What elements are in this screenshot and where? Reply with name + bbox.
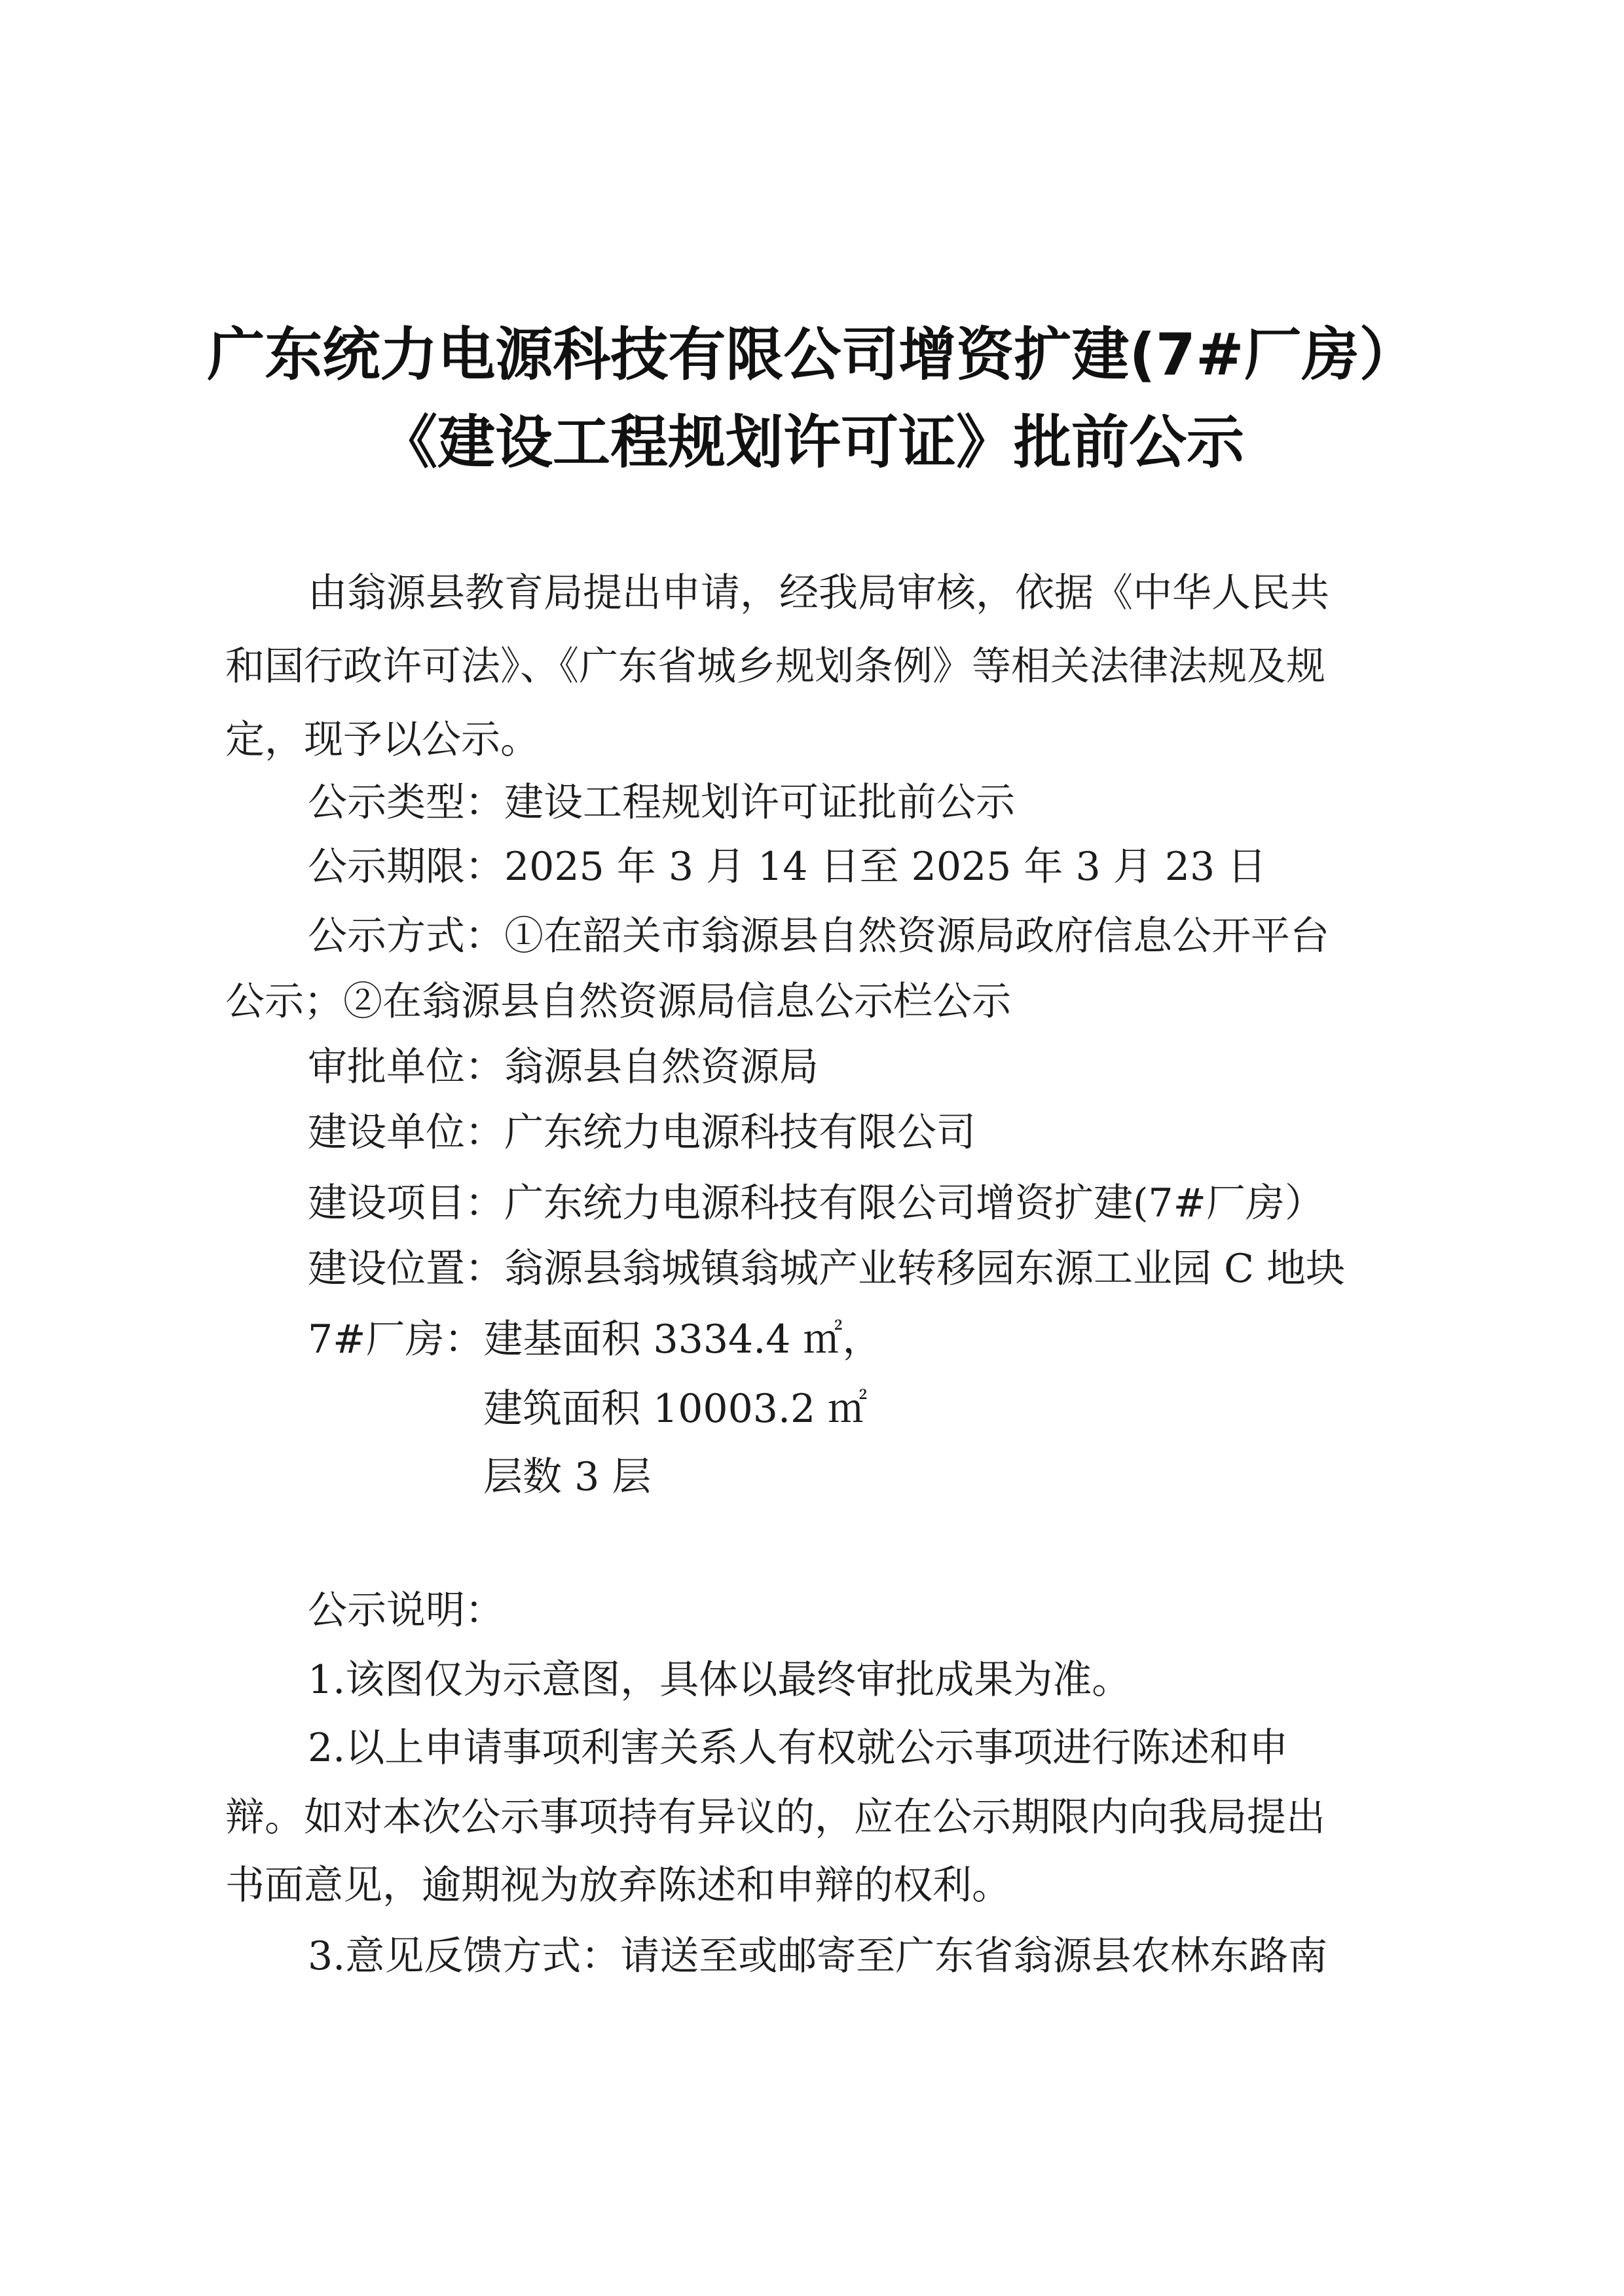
publicity-method-line-2: 公示；②在翁源县自然资源局信息公示栏公示: [225, 979, 1011, 1025]
construction-unit: 建设单位：广东统力电源科技有限公司: [308, 1110, 976, 1156]
note-item-1: 1.该图仅为示意图，具体以最终审批成果为准。: [308, 1657, 1132, 1703]
building-floors: 层数 3 层: [483, 1454, 652, 1500]
intro-line-1: 由翁源县教育局提出申请，经我局审核，依据《中华人民共: [308, 570, 1329, 616]
notes-heading: 公示说明：: [308, 1588, 504, 1633]
publicity-period: 公示期限：2025 年 3 月 14 日至 2025 年 3 月 23 日: [308, 844, 1267, 890]
building-base-area: 7#厂房：建基面积 3334.4 ㎡，: [308, 1317, 882, 1362]
construction-project: 建设项目：广东统力电源科技有限公司增资扩建(7#厂房）: [308, 1180, 1324, 1226]
note-item-2-line-3: 书面意见，逾期视为放弃陈述和申辩的权利。: [225, 1863, 1011, 1908]
note-item-3-line-1: 3.意见反馈方式：请送至或邮寄至广东省翁源县农林东路南: [308, 1933, 1328, 1979]
building-floor-area: 建筑面积 10003.2 ㎡: [483, 1386, 868, 1432]
note-item-2-line-2: 辩。如对本次公示事项持有异议的，应在公示期限内向我局提出: [225, 1795, 1325, 1840]
page-title-line-1: 广东统力电源科技有限公司增资扩建(7#厂房）: [207, 321, 1417, 388]
intro-line-2: 和国行政许可法》、《广东省城乡规划条例》等相关法律法规及规: [225, 644, 1325, 689]
page-title-line-2: 《建设工程规划许可证》批前公示: [379, 409, 1244, 476]
intro-line-3: 定，现予以公示。: [225, 717, 540, 763]
note-item-2-line-1: 2.以上申请事项利害关系人有权就公示事项进行陈述和申: [308, 1725, 1289, 1771]
publicity-method-line-1: 公示方式：①在韶关市翁源县自然资源局政府信息公开平台: [308, 913, 1329, 959]
publicity-type: 公示类型：建设工程规划许可证批前公示: [308, 780, 1015, 826]
approving-unit: 审批单位：翁源县自然资源局: [308, 1044, 819, 1090]
construction-location: 建设位置：翁源县翁城镇翁城产业转移园东源工业园 C 地块: [308, 1246, 1346, 1292]
